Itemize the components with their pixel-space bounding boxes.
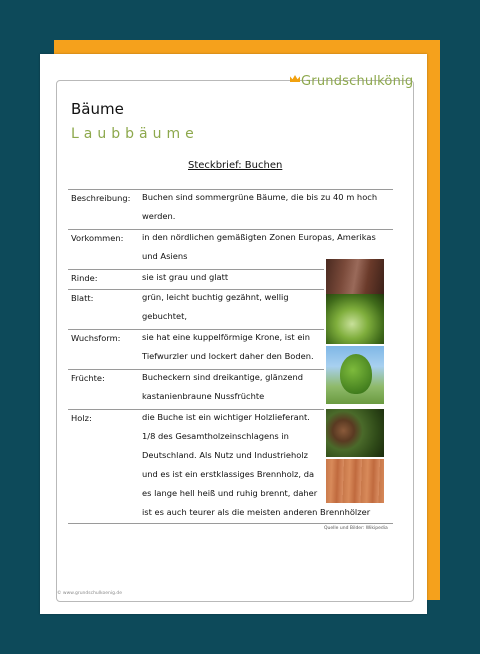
wood-photo [326,459,384,503]
value-line: die Buche ist ein wichtiger Holzlieferant. [142,412,310,422]
value-line: sie hat eine kuppelförmige Krone, ist ein [142,332,310,342]
row-value [142,188,377,226]
value-line: 1/8 des Gesamtholzeinschlagens in [142,431,289,441]
source-credit: Quelle und Bilder: Wikipedia [324,526,388,531]
value-line: kastanienbraune Nussfrüchte [142,391,265,401]
row-wuchsform [68,329,324,370]
brand-logo [290,74,413,89]
tree-photo [326,346,384,404]
value-line: in den nördlichen gemäßigten Zonen Europas, Amerikas [142,232,376,242]
value-line: ist es auch teurer als die meisten anderen Brennhölzer [142,507,371,517]
leaf-photo [326,294,384,344]
brand-name: Grundschulkönig [301,74,414,89]
row-blatt [68,289,324,330]
value-line: grün, leicht buchtig gezähnt, wellig [142,292,289,302]
crown-icon [290,75,300,82]
row-label: Holz: [71,413,92,423]
row-fruechte [68,369,324,410]
bark-photo [326,259,384,297]
profile-heading: Steckbrief: Buchen [188,160,283,171]
row-label: Vorkommen: [71,233,124,243]
row-label: Wuchsform: [71,333,121,343]
page-title: Bäume [71,100,124,118]
value-line: sie ist grau und glatt [142,272,229,282]
row-rinde [68,269,324,290]
footer-copyright: © www.grundschulkoenig.de [57,591,123,596]
row-value [142,328,314,366]
value-line: Deutschland. Als Nutz und Industrieholz [142,450,309,460]
value-line: und Asiens [142,251,188,261]
table-bottom-rule [68,523,393,524]
value-line: Bucheckern sind dreikantige, glänzend [142,372,304,382]
value-line: Tiefwurzler und lockert daher den Boden. [142,351,314,361]
row-value [142,268,228,287]
tree-crown-shape [340,354,372,394]
value-line: werden. [142,211,176,221]
page-subtitle: Laubbäume [71,126,199,142]
row-holz [68,409,371,524]
row-label: Beschreibung: [71,193,131,203]
row-label: Blatt: [71,293,94,303]
value-line: es lange hell heiß und ruhig brennt, daher [142,488,318,498]
worksheet-page [40,54,427,614]
beechnut-photo [326,409,384,457]
row-value [142,288,289,326]
row-value [142,368,303,406]
row-label: Rinde: [71,273,98,283]
row-label: Früchte: [71,373,105,383]
row-beschreibung [68,189,393,230]
value-line: und es ist ein erstklassiges Brennholz, da [142,469,315,479]
value-line: Buchen sind sommergrüne Bäume, die bis zu 40 m hoch [142,192,378,202]
value-line: gebuchtet, [142,311,187,321]
